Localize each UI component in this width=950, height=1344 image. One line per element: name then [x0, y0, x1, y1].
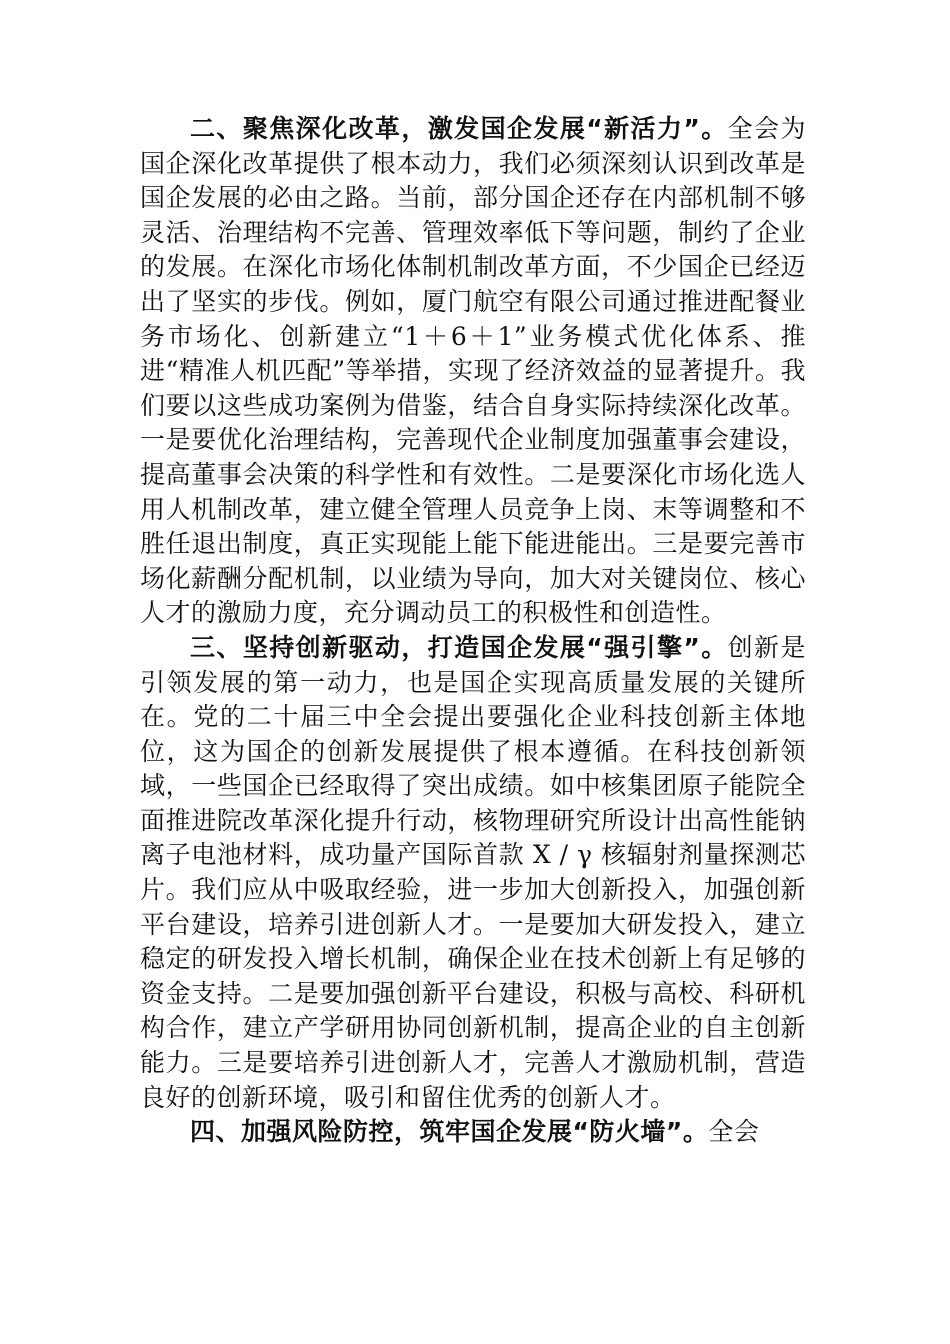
section-heading-reform: 二、聚焦深化改革，激发国企发展“新活力”。 — [190, 114, 728, 143]
paragraph-text-risk: 全会 — [708, 1117, 760, 1147]
paragraph-reform — [140, 112, 806, 631]
paragraph-risk — [140, 1115, 806, 1150]
section-heading-innovation: 三、坚持创新驱动，打造国企发展“强引擎”。 — [190, 632, 728, 662]
paragraph-innovation — [140, 631, 806, 1115]
section-heading-risk: 四、加强风险防控，筑牢国企发展“防火墙”。 — [190, 1117, 709, 1147]
paragraph-text-reform: 全会为国企深化改革提供了根本动力，我们必须深刻认识到改革是国企发展的必由之路。当前，部分国企还存在内部机制不够灵活、治理结构不完善、管理效率低下等问题，制约了企业的发展。在深化市场化体制机制改革方面，不少国企已经迈出了坚实的步伐。例如，厦门航空有限公司通过推进配餐业务市场化、创新建立“1＋6＋1”业务模式优化体系、推进“精准人机匹配”等举措，实现了经济效益的显著提升。我们要以这些成功案例为借鉴，结合自身实际持续深化改革。一是要优化治理结构，完善现代企业制度加强董事会建设，提高董事会决策的科学性和有效性。二是要深化市场化选人用人机制改革，建立健全管理人员竞争上岗、末等调整和不胜任退出制度，真正实现能上能下能进能出。三是要完善市场化薪酬分配机制，以业绩为导向，加大对关键岗位、核心人才的激励力度，充分调动员工的积极性和创造性。 — [140, 114, 806, 628]
paragraph-text-innovation: 创新是引领发展的第一动力，也是国企实现高质量发展的关键所在。党的二十届三中全会提出要强化企业科技创新主体地位，这为国企的创新发展提供了根本遵循。在科技创新领域，一些国企已经取得了突出成绩。如中核集团原子能院全面推进院改革深化提升行动，核物理研究所设计出高性能钠离子电池材料，成功量产国际首款 X / γ 核辐射剂量探测芯片。我们应从中吸取经验，进一步加大创新投入，加强创新平台建设，培养引进创新人才。一是要加大研发投入，建立稳定的研发投入增长机制，确保企业在技术创新上有足够的资金支持。二是要加强创新平台建设，积极与高校、科研机构合作，建立产学研用协同创新机制，提高企业的自主创新能力。三是要培养引进创新人才，完善人才激励机制，营造良好的创新环境，吸引和留住优秀的创新人才。 — [140, 632, 806, 1112]
document-body — [140, 112, 806, 1150]
